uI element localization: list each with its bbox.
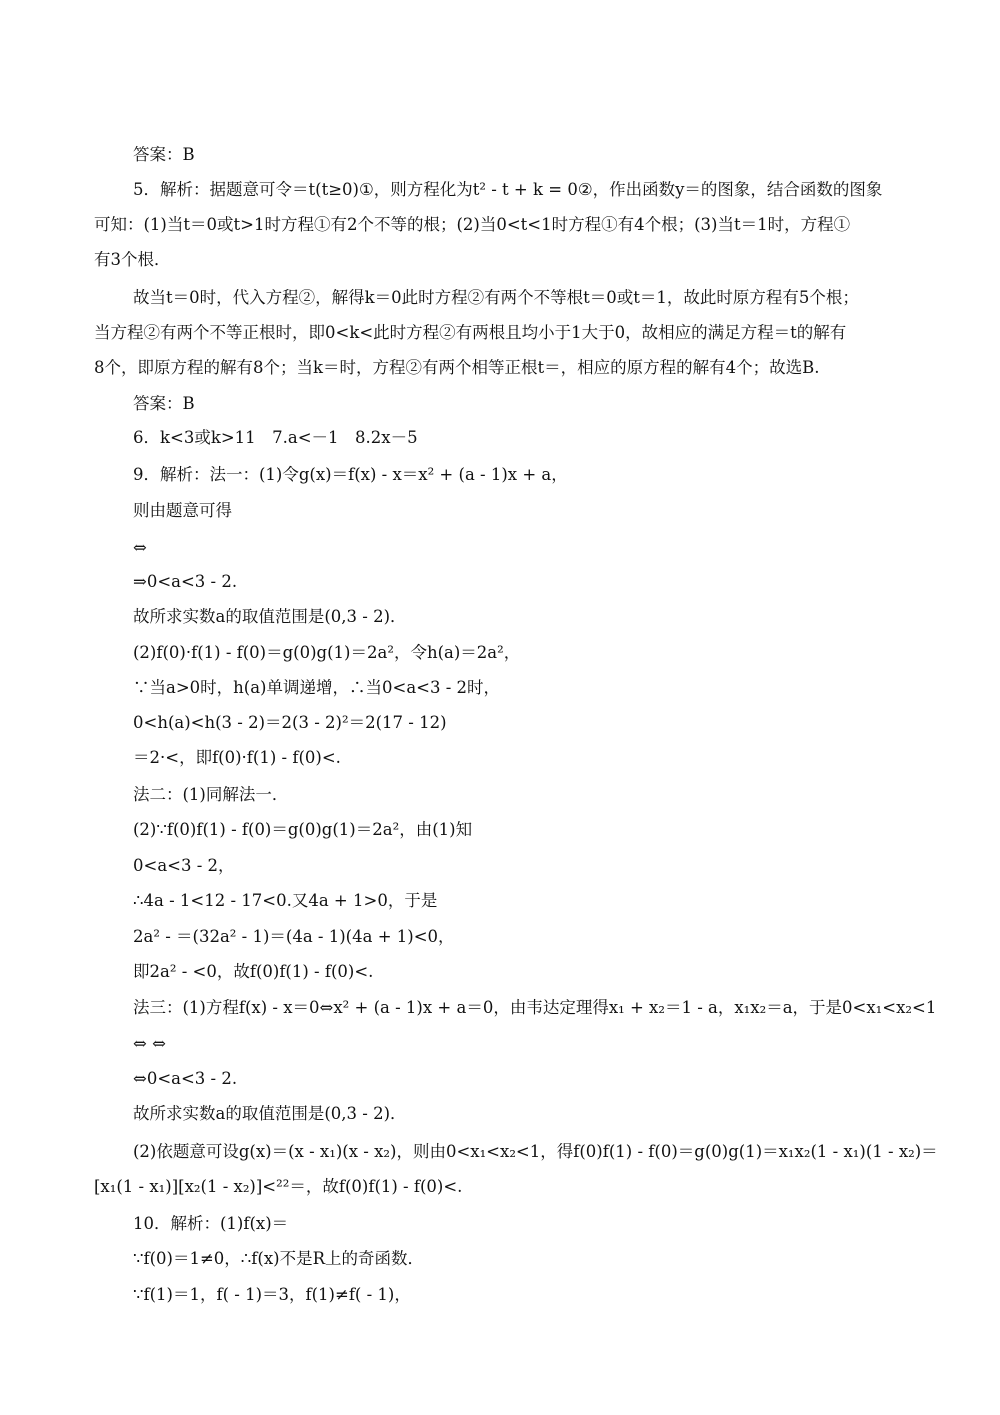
solution-9-line: ⇒0<a<3 - 2. xyxy=(133,572,238,591)
solution-9-line: ∴4a - 1<12 - 17<0.又4a + 1>0，于是 xyxy=(133,891,438,910)
solution-9-line: 0<a<3 - 2， xyxy=(133,856,235,875)
solution-5-line-6: 8个，即原方程的解有8个；当k＝时，方程②有两个相等正根t＝，相应的原方程的解有4个；故选B. xyxy=(94,358,820,377)
solution-9-line: 则由题意可得 xyxy=(133,501,232,520)
solution-5-line-3: 有3个根． xyxy=(94,250,171,269)
answers-6-8: 6．k<3或k>11 7.a<－1 8.2x－5 xyxy=(133,428,418,447)
answer-line: 答案：B xyxy=(133,394,195,413)
solution-9-line: 9．解析：法一：(1)令g(x)＝f(x) - x＝x² + (a - 1)x + a， xyxy=(133,465,568,484)
solution-10-line: ∵f(0)＝1≠0，∴f(x)不是R上的奇函数． xyxy=(133,1249,425,1268)
solution-9-line: [x₁(1 - x₁)][x₂(1 - x₂)]<²²＝，故f(0)f(1) - f(0)<. xyxy=(94,1177,463,1196)
solution-10-line: 10．解析：(1)f(x)＝ xyxy=(133,1214,289,1233)
solution-9-line: ⇔ ⇔ xyxy=(133,1034,166,1053)
solution-5-line-5: 当方程②有两个不等正根时，即0<k<此时方程②有两根且均小于1大于0，故相应的满足方程＝t的解有 xyxy=(94,323,847,342)
solution-9-line: ⇔0<a<3 - 2. xyxy=(133,1069,238,1088)
solution-9-line: 法三：(1)方程f(x) - x＝0⇔x² + (a - 1)x + a＝0，由韦达定理得x₁ + x₂＝1 - a，x₁x₂＝a，于是0<x₁<x₂<1 xyxy=(133,998,937,1017)
solution-9-line: 故所求实数a的取值范围是(0,3 - 2)． xyxy=(133,607,407,626)
solution-9-line: (2)∵f(0)f(1) - f(0)＝g(0)g(1)＝2a²，由(1)知 xyxy=(133,820,473,839)
solution-5-line-1: 5．解析：据题意可令＝t(t≥0)①，则方程化为t² - t + k = 0②，作出函数y＝的图象，结合函数的图象 xyxy=(133,180,883,199)
solution-9-line: ∵当a>0时，h(a)单调递增，∴当0<a<3 - 2时， xyxy=(133,678,501,697)
solution-9-line: 即2a² - <0，故f(0)f(1) - f(0)<. xyxy=(133,962,374,981)
solution-9-line: ＝2·<，即f(0)·f(1) - f(0)<. xyxy=(133,748,341,767)
solution-9-line: (2)依题意可设g(x)＝(x - x₁)(x - x₂)，则由0<x₁<x₂<1，得f(0)f(1) - f(0)＝g(0)g(1)＝x₁x₂(1 - x₁)(1 - x₂)＝ xyxy=(133,1142,938,1161)
solution-9-line: 2a² - ＝(32a² - 1)＝(4a - 1)(4a + 1)<0， xyxy=(133,927,455,946)
solution-5-line-2: 可知：(1)当t＝0或t>1时方程①有2个不等的根；(2)当0<t<1时方程①有4个根；(3)当t＝1时，方程① xyxy=(94,215,851,234)
solution-10-line: ∵f(1)＝1，f( - 1)＝3，f(1)≠f( - 1)， xyxy=(133,1285,411,1304)
solution-9-line: ⇔ xyxy=(133,538,147,557)
solution-5-line-4: 故当t＝0时，代入方程②，解得k＝0此时方程②有两个不等根t＝0或t＝1，故此时原方程有5个根； xyxy=(133,288,859,307)
solution-9-line: 法二：(1)同解法一． xyxy=(133,785,289,804)
solution-9-line: 0<h(a)<h(3 - 2)＝2(3 - 2)²＝2(17 - 12) xyxy=(133,713,447,732)
answer-line: 答案：B xyxy=(133,145,195,164)
solution-9-line: (2)f(0)·f(1) - f(0)＝g(0)g(1)＝2a²，令h(a)＝2a²， xyxy=(133,643,521,662)
solution-9-line: 故所求实数a的取值范围是(0,3 - 2)． xyxy=(133,1104,407,1123)
